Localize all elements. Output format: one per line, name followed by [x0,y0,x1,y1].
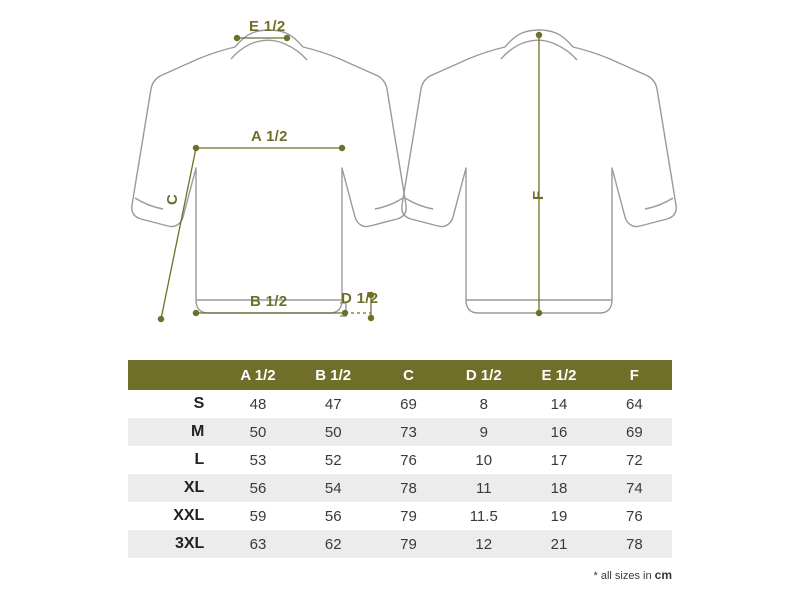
table-header-b: B 1/2 [296,360,371,390]
label-d-half: D 1/2 [341,290,379,307]
table-row [128,390,672,418]
cell-e: 21 [521,530,596,558]
cell-f: 69 [597,418,672,446]
cell-a: 59 [220,502,295,530]
measure-point-e-right [284,35,289,40]
table-header-size [128,360,220,390]
cell-b: 54 [296,474,371,502]
measure-point-c-bottom [158,316,163,321]
table-header-d: D 1/2 [446,360,521,390]
row-size-label: L [128,446,220,474]
row-size-label: 3XL [128,530,220,558]
cell-c: 79 [371,530,446,558]
table-row [128,502,672,530]
cell-d: 10 [446,446,521,474]
cell-e: 17 [521,446,596,474]
cell-c: 76 [371,446,446,474]
measurement-lines [158,32,541,321]
cell-d: 11 [446,474,521,502]
cell-d: 9 [446,418,521,446]
size-table [128,360,672,558]
label-f: F [530,190,547,200]
row-size-label: M [128,418,220,446]
measure-point-e-left [234,35,239,40]
cell-b: 50 [296,418,371,446]
cell-d: 8 [446,390,521,418]
size-table-header [128,360,672,390]
cell-a: 63 [220,530,295,558]
size-table-body [128,390,672,558]
label-b-half: B 1/2 [250,293,288,310]
label-a-half: A 1/2 [251,128,288,145]
measure-point-f-top [536,32,541,37]
sweatshirt-front-outline [132,30,406,316]
measure-line-c [161,148,196,319]
cell-a: 48 [220,390,295,418]
cell-e: 16 [521,418,596,446]
table-row [128,474,672,502]
cell-c: 78 [371,474,446,502]
table-header-f: F [597,360,672,390]
cell-b: 47 [296,390,371,418]
table-header-row [128,360,672,390]
cell-e: 14 [521,390,596,418]
cell-c: 69 [371,390,446,418]
cell-b: 52 [296,446,371,474]
label-c: C [164,193,181,205]
cell-f: 64 [597,390,672,418]
footnote-unit: cm [654,568,672,582]
cell-f: 76 [597,502,672,530]
cell-a: 56 [220,474,295,502]
table-row [128,530,672,558]
row-size-label: XL [128,474,220,502]
cell-d: 11.5 [446,502,521,530]
cell-f: 72 [597,446,672,474]
table-header-c: C [371,360,446,390]
cell-c: 73 [371,418,446,446]
measure-point-a-right [339,145,344,150]
table-header-e: E 1/2 [521,360,596,390]
cell-a: 53 [220,446,295,474]
cell-f: 74 [597,474,672,502]
cell-b: 56 [296,502,371,530]
cell-e: 19 [521,502,596,530]
cell-d: 12 [446,530,521,558]
cell-f: 78 [597,530,672,558]
label-e-half: E 1/2 [249,18,286,35]
measure-point-d-bottom [368,315,373,320]
table-row [128,446,672,474]
footnote [594,568,672,582]
cell-a: 50 [220,418,295,446]
table-header-a: A 1/2 [220,360,295,390]
row-size-label: XXL [128,502,220,530]
footnote-text: * all sizes in [593,570,655,582]
cell-e: 18 [521,474,596,502]
cell-c: 79 [371,502,446,530]
table-row [128,418,672,446]
row-size-label: S [128,390,220,418]
measure-point-f-bottom [536,310,541,315]
measure-point-b-left [193,310,198,315]
cell-b: 62 [296,530,371,558]
